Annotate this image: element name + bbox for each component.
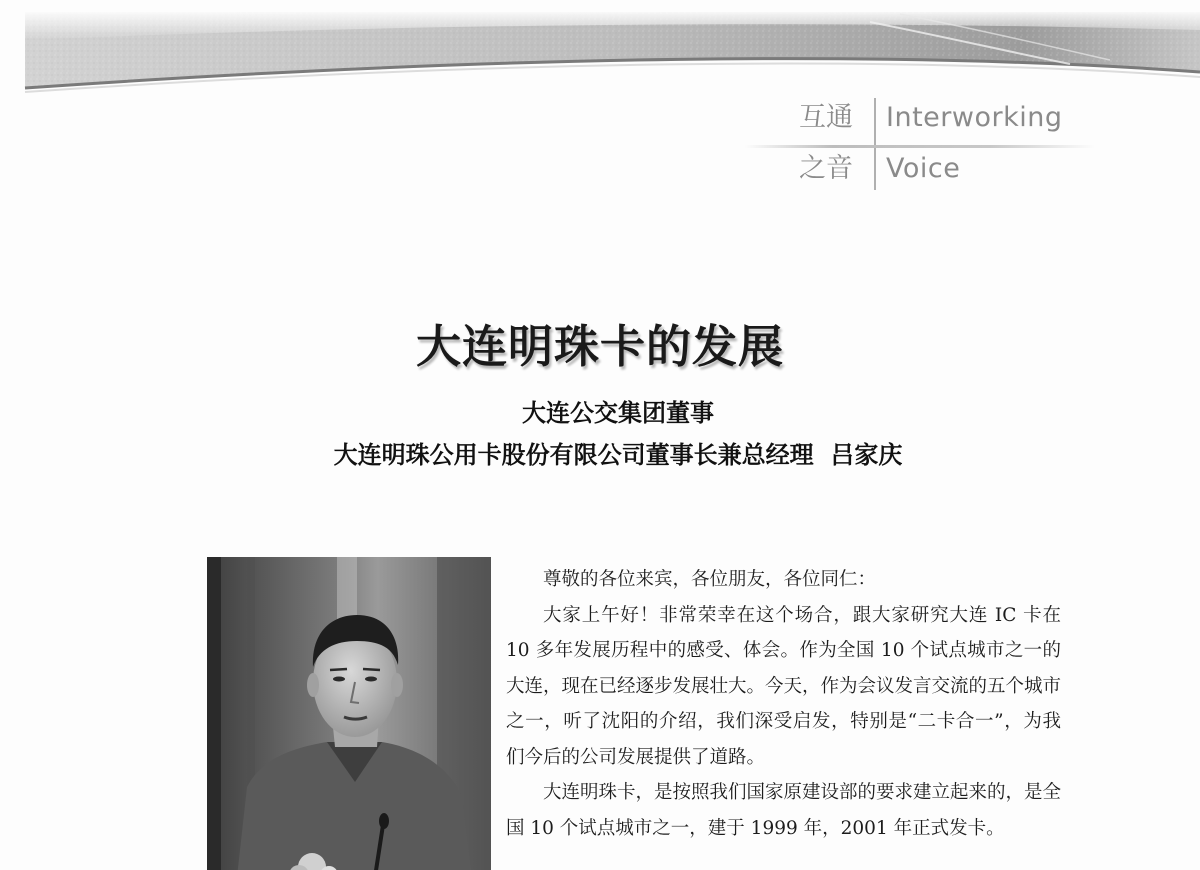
section-tag-divider-vertical (874, 98, 876, 190)
section-tag-cn-1: 互通 (799, 102, 853, 133)
author-affiliation: 大连公交集团董事 (522, 399, 714, 427)
article-title: 大连明珠卡的发展 (415, 320, 784, 373)
paragraph-intro: 大家上午好！非常荣幸在这个场合，跟大家研究大连 IC 卡在 10 多年发展历程中的感受、体会。作为全国 10 个试点城市之一的大连，现在已经逐步发展壮大。今天，作为会议发言交流的五个城市之一，听了沈阳的介绍，我们深受启发，特别是“二卡合一”，为我们今后的公司发展提供了道路。 (506, 604, 1062, 768)
section-tag-cn-2: 之音 (799, 153, 853, 184)
paragraph-greeting: 尊敬的各位来宾，各位朋友，各位同仁： (543, 569, 877, 590)
paragraph-history: 大连明珠卡，是按照我们国家原建设部的要求建立起来的，是全国 10 个试点城市之一，建于 1999 年，2001 年正式发卡。 (506, 782, 1062, 839)
speaker-photo (207, 557, 491, 870)
section-tag-divider-horizontal (745, 145, 1095, 148)
section-tag-en-1: Interworking (886, 102, 1063, 133)
author-title-name: 大连明珠公用卡股份有限公司董事长兼总经理 吕家庆 (333, 441, 903, 469)
article-body (506, 562, 1061, 846)
section-tag-en-2: Voice (886, 153, 961, 184)
